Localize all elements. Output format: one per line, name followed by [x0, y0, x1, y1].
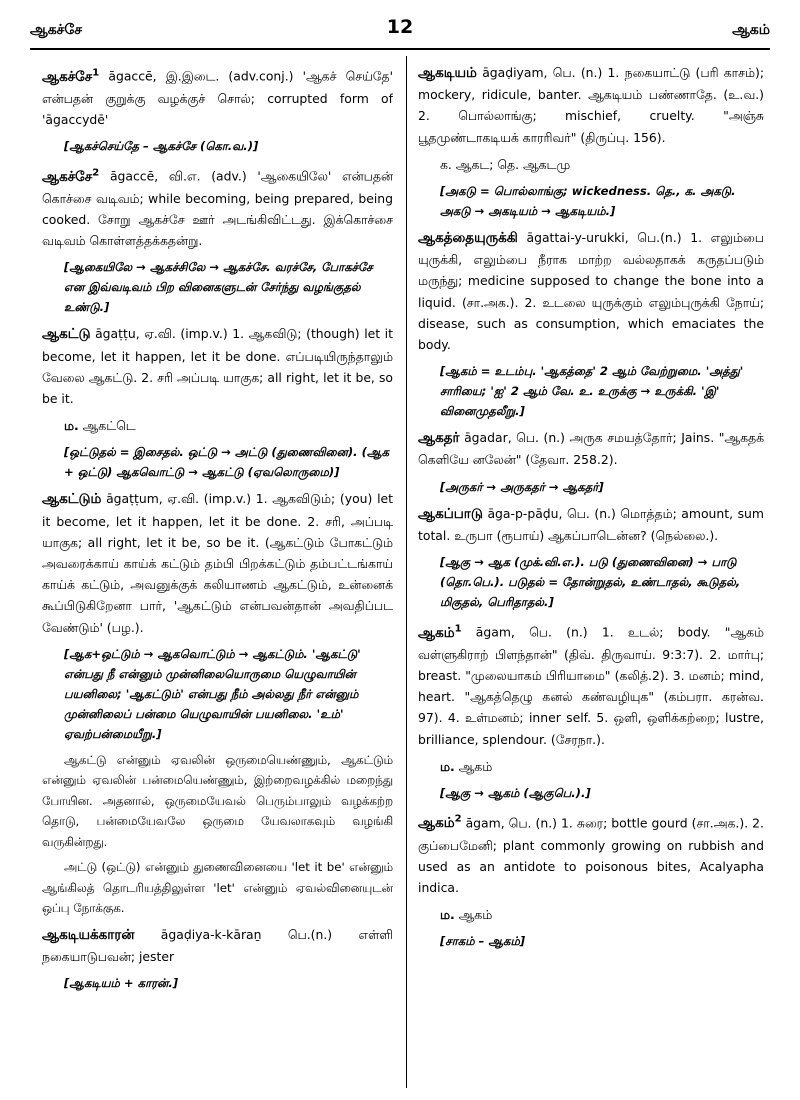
entry-body: āgaccē, வி.எ. (adv.) 'ஆகையிலே' என்பதன் கொச்சை வடிவம்; while becoming, being prepared, being cooked. சோறு ஆகச்சே ஊர் அடங்கிவிட்டது. இக்கொச்சை வடிவம் கொள்ளத்தக்கதன்று. — [42, 168, 393, 249]
entry-text — [418, 427, 764, 470]
page-header — [30, 14, 770, 50]
headword: ஆகச்சே$^2$ — [42, 167, 100, 185]
entry-agattaiyurukki — [418, 227, 764, 421]
entry-body: āgaccē, இ.இடை. (adv.conj.) 'ஆகச் செய்தே' என்பதன் குறுக்கு வழக்குச் சொல்; corrupted form of 'āgaccydē' — [42, 68, 393, 127]
etymology: [ஆகையிலே → ஆகச்சிலே → ஆகச்சே. வரச்சே, போகச்சே என இவ்வடிவம் பிற வினைகளுடன் சேர்ந்து வழங்குதல் உண்டு.] — [64, 260, 373, 315]
entry-body: āgaḍiyam, பெ. (n.) 1. நகையாட்டு (பரி காசம்); mockery, ridicule, banter. ஆகடியம் பண்ணாதே. (உ.வ.) 2. பொல்லாங்கு; mischief, cruelty. "அஞ்சு பூதமுண்டாகடியக் காரரிவர்" (திருப்பு. 156). — [418, 65, 764, 145]
entry-agacce-1 — [42, 62, 393, 156]
header-rule — [30, 48, 770, 50]
header-left-guideword: ஆகச்சே — [30, 22, 83, 38]
right-column — [418, 62, 764, 1090]
headword: ஆகப்பாடு — [418, 505, 483, 522]
note-paragraph: அட்டு (ஒட்டு) என்னும் துணைவினையை 'let it be' என்னும் ஆங்கிலத் தொடரியத்திலுள்ள 'let' என்னும் ஏவல்வினையுடன் ஒப்பு நோக்குக. — [42, 860, 393, 916]
entry-agacce-2 — [42, 162, 393, 317]
etymology: [ஆகம் = உடம்பு. 'ஆகத்தை' 2 ஆம் வேற்றுமை. 'அத்து' சாரியை; 'ஐ' 2 ஆம் வே. உ. உருக்கு → உருக்கி. 'இ' வினைமுதலீறு.] — [440, 364, 744, 419]
etymology: [சாகம் – ஆகம்] — [440, 934, 526, 949]
etymology: [அருகர் → அருகதர் → ஆகதர்] — [440, 479, 604, 494]
entry-agattum — [42, 488, 393, 918]
header-right-guideword: ஆகம் — [732, 22, 770, 38]
entry-agam-1 — [418, 618, 764, 803]
etymology: [அகடு = பொல்லாங்கு; wickedness. தெ., க. அகடு. அகடு → அகடியம் → ஆகடியம்.] — [440, 184, 736, 219]
entry-body: āga-p-pāḍu, பெ. (n.) மொத்தம்; amount, sum total. உருபா (ரூபாய்) ஆகப்பாடென்ன? (நெல்லை.). — [418, 505, 764, 543]
entry-text — [418, 62, 764, 148]
cognates: ம. ஆகட்டெ — [64, 418, 136, 434]
left-column — [42, 62, 393, 1090]
cognates: க. ஆகட; தெ. ஆகடமு — [440, 156, 571, 172]
entry-text — [42, 924, 393, 967]
etymology: [ஒட்டுதல் = இசைதல். ஒட்டு → அட்டு (துணைவினை). (ஆக + ஒட்டு) ஆகவொட்டு → ஆகட்டு (ஏவலொருமை)] — [64, 445, 390, 480]
entry-agattu — [42, 323, 393, 482]
entry-body: āgadar, பெ. (n.) அருக சமயத்தோர்; Jains. "ஆகதக் கெளியே னலேன்" (தேவா. 258.2). — [418, 430, 764, 468]
page-number: 12 — [386, 16, 414, 38]
etymology: [ஆகச்செய்தே – ஆகச்சே (கொ.வ.)] — [64, 139, 259, 154]
entry-agappadu — [418, 503, 764, 612]
entry-text — [42, 488, 393, 637]
headword: ஆகத்தையுருக்கி — [418, 230, 518, 247]
entry-body: āgam, பெ. (n.) 1. உடல்; body. "ஆகம் வள்ளுகிராற் பிளந்தான்" (திவ். திருவாய். 9:3:7). 2. மார்பு; breast. "முலையாகம் பிரியாமை" (கலித்.2). 3. மனம்; mind, heart. "ஆகத்தெழு கனல் கண்வழியுக" (கம்பரா. கரன்வ. 97). 4. உள்மனம்; inner self. 5. ஒளி, ஒளிக்கற்றை; lustre, brilliance, splendour. (சேரநா.). — [418, 624, 764, 747]
entry-text — [418, 503, 764, 546]
entry-body: āgam, பெ. (n.) 1. சுரை; bottle gourd (சா.அக.). 2. குப்பைமேனி; plant commonly growing on rubbish and used as an antidote to poisonous bites, Acalyapha indica. — [418, 815, 764, 896]
entry-agadiyam — [418, 62, 764, 221]
entry-body: āgattai-y-urukki, பெ.(n.) 1. எலும்பை யுருக்கி, எலும்பை நீராக மாற்ற வல்லதாகக் கருதப்படும் மருந்து; medicine supposed to change the bone into a liquid. (சா.அக.). 2. உடலை யுருக்கும் எலும்புருக்கி நோய்; disease, such as consumption, which emaciates the body. — [418, 230, 764, 353]
entry-body: āgaṭṭu, ஏ.வி. (imp.v.) 1. ஆகவிடு; (though) let it become, let it happen, let it be done. எப்படியிருந்தாலும் வேலை ஆகட்டு. 2. சரி அப்படி யாகுக; all right, let it be, so be it. — [42, 326, 393, 407]
etymology: [ஆகு → ஆக (முக்.வி.எ.). படு (துணைவினை) → பாடு (தொ.பெ.). படுதல் = தோன்றுதல், உண்டாதல், கூடுதல், மிகுதல், பெரிதாதல்.] — [440, 555, 741, 610]
cognates: ம. ஆகம் — [440, 907, 493, 923]
entry-body: āgaḍiya-k-kāraṉ பெ.(n.) எள்ளி நகையாடுபவன்; jester — [42, 926, 393, 965]
etymology: [ஆக+ஒட்டும் → ஆகவொட்டும் → ஆகட்டும். 'ஆகட்டு' என்பது நீ என்னும் முன்னிலையொருமை யெழுவாயின் பயனிலை; 'ஆகட்டும்' என்பது நீம் அல்லது நீர் என்னும் முன்னிலைப் பன்மை யெழுவாயின் பயனிலை. 'உம்' ஏவற்பன்மையீறு.] — [64, 646, 361, 741]
headword: ஆகதர் — [418, 430, 460, 447]
note-paragraph: ஆகட்டு என்னும் ஏவலின் ஒருமையெண்ணும், ஆகட்டும் என்னும் ஏவலின் பன்மையெண்ணும், இற்றைவழக்கில் மறைந்து போயின. அதனால், ஒருமையேவல் பெரும்பாலும் வழக்கற்ற தொடு, பன்மையேவலே ஒருமை யேவலாகவும் வழங்கி வருகின்றது. — [42, 752, 393, 849]
entry-text — [418, 618, 764, 750]
headword: ஆகடியம் — [418, 65, 477, 81]
entry-text — [42, 323, 393, 409]
headword: ஆகட்டும் — [42, 491, 102, 508]
entry-text — [42, 162, 393, 251]
headword: ஆகம்$^2$ — [418, 813, 462, 832]
entry-agadiyakkaran — [42, 924, 393, 993]
entry-text — [418, 227, 764, 355]
cognates: ம. ஆகம் — [440, 758, 493, 774]
headword: ஆகடியக்காரன் — [42, 926, 135, 943]
entry-text — [42, 62, 393, 130]
entry-text — [418, 809, 764, 898]
entry-agadar — [418, 427, 764, 496]
headword: ஆகம்$^1$ — [418, 623, 462, 641]
etymology: [ஆகடியம் + காரன்.] — [64, 976, 179, 991]
headword: ஆகட்டு — [42, 326, 91, 343]
entry-body: āgaṭṭum, ஏ.வி. (imp.v.) 1. ஆகவிடும்; (you) let it become, let it happen, let it be done. 2. சரி, அப்படி யாகுக; all right, let it be, so be it. (ஆகட்டும் போகட்டும் அவரைக்காய் காய்க் கட்டும் தம்பி பிறக்கட்டும் தம்பட்டங்காய் காய்க் கட்டும், அவனுக்குக் கலியாணம் ஆகட்டும், உன்னைக் கூப்பிடுகிறேனா பார், 'ஆகட்டும் என்பவன்தான் அவதிப்பட வேண்டும்' (பழ.). — [42, 491, 393, 635]
column-divider — [406, 56, 407, 1088]
etymology: [ஆகு → ஆகம் (ஆகுபெ.).] — [440, 785, 591, 800]
headword: ஆகச்சே$^1$ — [42, 67, 100, 85]
entry-agam-2 — [418, 809, 764, 952]
